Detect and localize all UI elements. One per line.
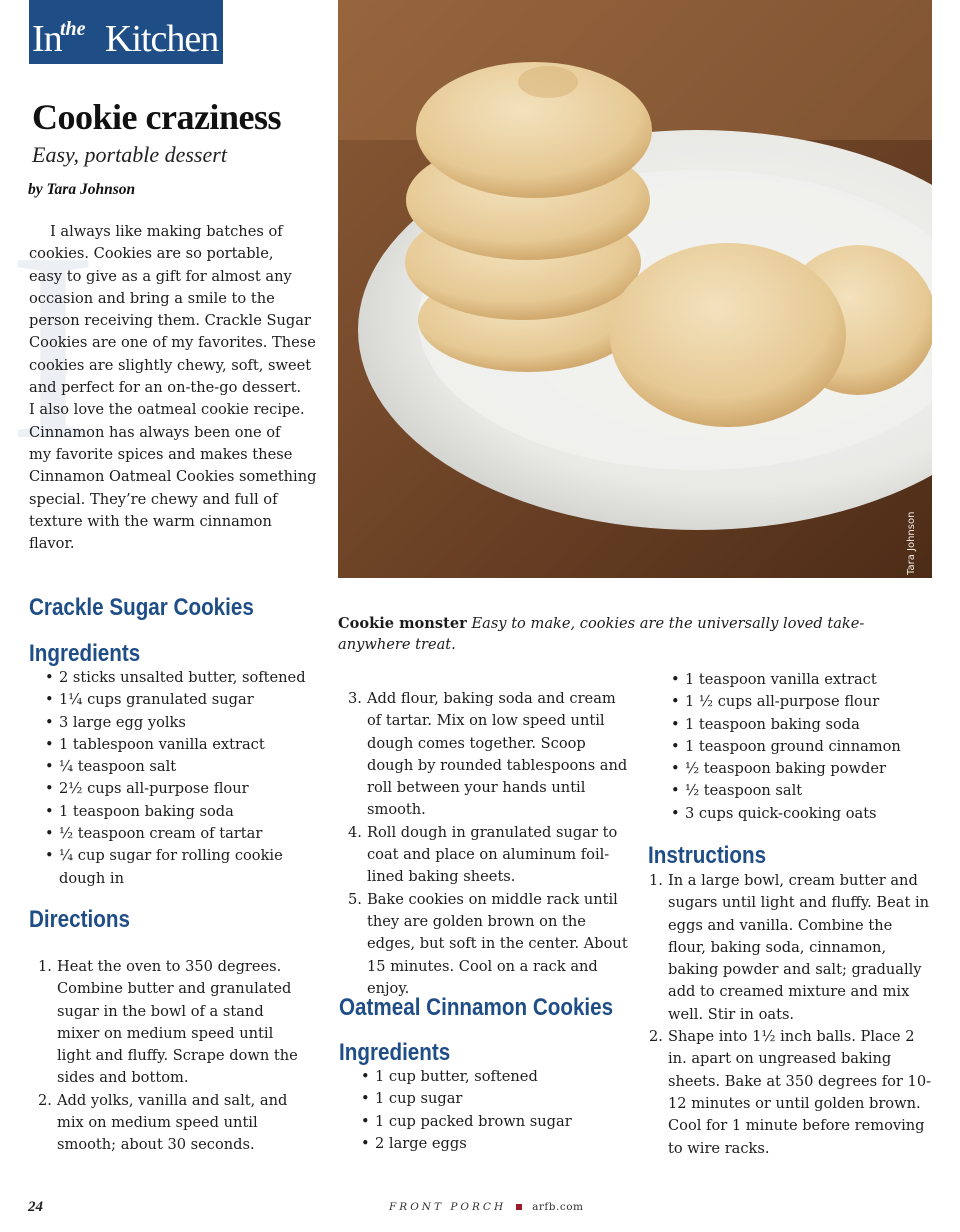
banner-the: the: [60, 18, 86, 40]
step-text: Heat the oven to 350 degrees. Combine butter and granulated sugar in the bowl of a stand mixer on medium speed until light and fluffy. Scrape down the sides and bottom.: [57, 958, 298, 1087]
recipe1-ingredients-heading: Ingredients: [29, 640, 141, 667]
intro-line: and perfect for an on-the-go dessert.: [29, 379, 302, 397]
recipe2-ingredients-heading: Ingredients: [339, 1039, 451, 1066]
step-number: 1.: [38, 958, 52, 975]
intro-line: Cinnamon has always been one of: [29, 423, 281, 441]
step-text: Bake cookies on middle rack until they are golden brown on the edges, but soft in the center. About 15 minutes. Cool on a rack and enjoy.: [367, 890, 628, 997]
footer-magazine: [389, 1201, 584, 1213]
cookie-photo-illustration: [338, 0, 932, 578]
list-item: • 3 large egg yolks: [30, 712, 320, 734]
recipe2-ingredients-list-b: [656, 669, 946, 825]
cookie-photo: [338, 0, 932, 578]
list-item: • 2 sticks unsalted butter, softened: [30, 667, 320, 689]
intro-line: person receiving them. Crackle Sugar: [29, 312, 311, 330]
list-item: • ½ teaspoon baking powder: [656, 758, 946, 780]
list-item: • 2 large eggs: [346, 1133, 626, 1155]
recipe2-title: Oatmeal Cinnamon Cookies: [339, 994, 614, 1021]
step-text: Add yolks, vanilla and salt, and mix on medium speed until smooth; about 30 seconds.: [57, 1091, 288, 1154]
list-item: • ¼ cup sugar for rolling cookie dough in: [30, 845, 289, 890]
recipe1-directions-list-b: [348, 688, 628, 1000]
step-number: 3.: [348, 690, 362, 707]
list-item: • 1 teaspoon baking soda: [656, 714, 946, 736]
list-item: [38, 956, 306, 1090]
recipe1-directions-heading: Directions: [29, 906, 130, 933]
list-item: • 1 ½ cups all-purpose flour: [656, 691, 946, 713]
drop-cap: I: [8, 197, 98, 496]
intro-line: texture with the warm cinnamon: [29, 512, 272, 530]
recipe2-instructions-list: [649, 870, 934, 1160]
step-number: 4.: [348, 823, 362, 841]
footer-square-icon: [516, 1204, 522, 1210]
step-text: Add flour, baking soda and cream of tartar. Mix on low speed until dough comes together. Scoop dough by rounded tablespoons and roll between your hands until smooth.: [367, 690, 628, 819]
article-title: Cookie craziness: [32, 97, 281, 137]
list-item: • 1¼ cups granulated sugar: [30, 689, 320, 711]
list-item: [649, 1026, 934, 1160]
intro-line: I always like making batches of: [50, 223, 283, 240]
list-item: [38, 1090, 306, 1157]
list-item: • ¼ teaspoon salt: [30, 756, 320, 778]
recipe2-ingredients-list-a: [346, 1066, 626, 1155]
list-item: [348, 889, 628, 1000]
step-text: In a large bowl, cream butter and sugars until light and fluffy. Beat in eggs and vanilla. Combine the flour, baking soda, cinnamon, baking powder and salt; gradually add to creamed mixture and mix well. Stir in oats.: [668, 872, 930, 1023]
list-item: • 1 cup packed brown sugar: [346, 1111, 626, 1133]
magazine-name: FRONT PORCH: [389, 1201, 507, 1213]
caption-head: Cookie monster: [338, 615, 467, 632]
photo-caption: [338, 613, 898, 655]
recipe2-instructions-heading: Instructions: [648, 842, 767, 869]
step-text: Roll dough in granulated sugar to coat and place on aluminum foil-lined baking sheets.: [367, 823, 618, 886]
list-item: • 1 tablespoon vanilla extract: [30, 734, 320, 756]
list-item: • 1 teaspoon ground cinnamon: [656, 736, 946, 758]
intro-line: special. They’re chewy and full of: [29, 490, 278, 508]
step-number: 1.: [649, 872, 663, 889]
step-number: 2.: [649, 1028, 663, 1046]
recipe1-ingredients-list: [30, 667, 320, 890]
intro-line: Cinnamon Oatmeal Cookies something: [29, 468, 317, 486]
article-subtitle: Easy, portable dessert: [32, 142, 227, 167]
step-number: 5.: [348, 890, 362, 908]
list-item: • 1 teaspoon vanilla extract: [656, 669, 946, 691]
page-number: 24: [28, 1199, 43, 1215]
photo-credit-text: Tara Johnson: [906, 511, 917, 575]
recipe1-directions-list-a: [38, 956, 306, 1157]
list-item: • 1 cup butter, softened: [346, 1066, 626, 1088]
list-item: • ½ teaspoon salt: [656, 780, 946, 802]
list-item: [649, 870, 934, 1026]
list-item: [348, 822, 628, 889]
intro-line: I also love the oatmeal cookie recipe.: [29, 401, 305, 419]
list-item: • 2½ cups all-purpose flour: [30, 778, 320, 800]
list-item: • 1 cup sugar: [346, 1088, 626, 1110]
caption-text: Easy to make, cookies are the universally loved take-anywhere treat.: [338, 615, 865, 653]
list-item: • ½ teaspoon cream of tartar: [30, 823, 320, 845]
section-banner: [29, 0, 223, 64]
recipe1-title: Crackle Sugar Cookies: [29, 594, 254, 621]
intro-line: flavor.: [29, 535, 75, 553]
step-text: Shape into 1½ inch balls. Place 2 in. apart on ungreased baking sheets. Bake at 350 degrees for 10-12 minutes or until golden brown. Cool for 1 minute before removing to wire racks.: [668, 1028, 932, 1157]
intro-line: Cookies are one of my favorites. These: [29, 334, 316, 352]
intro-line: easy to give as a gift for almost any: [29, 267, 292, 285]
banner-kitchen: Kitchen: [105, 18, 219, 60]
article-byline: by Tara Johnson: [28, 181, 136, 198]
intro-line: my favorite spices and makes these: [29, 445, 293, 463]
intro-paragraph: [29, 221, 329, 555]
step-number: 2.: [38, 1091, 52, 1109]
list-item: [348, 688, 628, 822]
intro-line: cookies. Cookies are so portable,: [29, 245, 274, 263]
banner-in: In: [32, 18, 62, 60]
intro-line: occasion and bring a smile to the: [29, 289, 275, 307]
photo-credit: [906, 511, 920, 575]
magazine-url: arfb.com: [532, 1201, 584, 1213]
list-item: • 3 cups quick-cooking oats: [656, 803, 946, 825]
intro-line: cookies are slightly chewy, soft, sweet: [29, 356, 312, 374]
list-item: • 1 teaspoon baking soda: [30, 801, 320, 823]
